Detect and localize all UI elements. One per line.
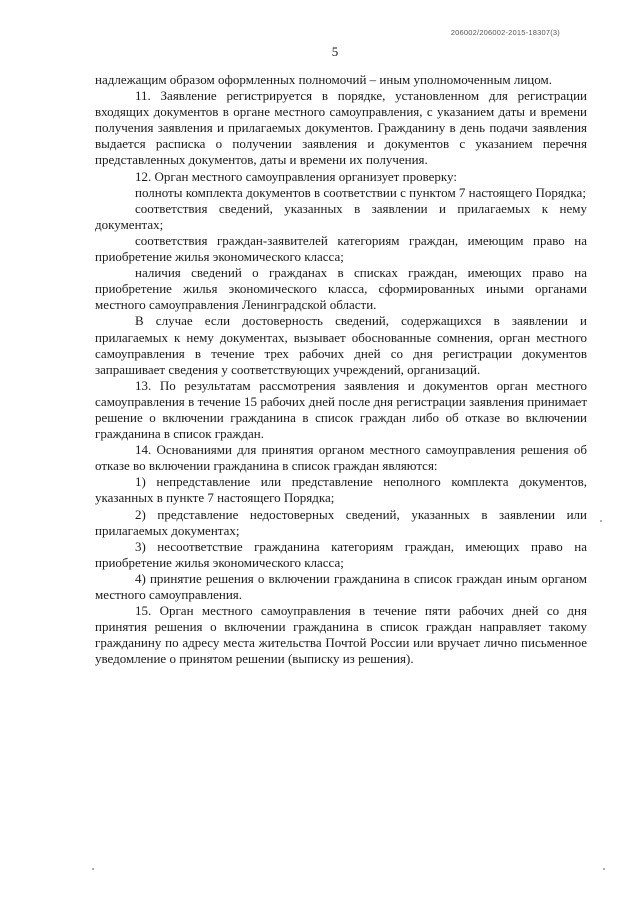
paragraph: 4) принятие решения о включении гражданина в список граждан иным органом местного самоуправления.	[95, 570, 587, 602]
paragraph: надлежащим образом оформленных полномочий – иным уполномоченным лицом.	[95, 72, 552, 87]
paragraph: 1) непредставление или представление неполного комплекта документов, указанных в пункте 7 настоящего Порядка;	[95, 474, 587, 506]
document-body	[95, 72, 587, 667]
paragraph: В случае если достоверность сведений, содержащихся в заявлении и прилагаемых к нему документах, вызывает обоснованные сомнения, орган местного самоуправления в течение трех рабочих дней со дня регистрации документов запрашивает сведения у соответствующих учреждений, организаций.	[95, 313, 587, 377]
scan-speck	[603, 868, 605, 870]
paragraph: 15. Орган местного самоуправления в течение пяти рабочих дней со дня принятия решения о включении гражданина в список граждан направляет такому гражданину по адресу места жительства Почтой России или вручает лично письменное уведомление о принятом решении (выписку из решения).	[95, 603, 587, 667]
paragraph: 13. По результатам рассмотрения заявления и документов орган местного самоуправления в течение 15 рабочих дней после дня регистрации заявления принимает решение о включении гражданина в список граждан либо об отказе во включении гражданина в список граждан.	[95, 377, 587, 442]
paragraph: 14. Основаниями для принятия органом местного самоуправления решения об отказе во включении гражданина в список граждан являются:	[95, 442, 587, 474]
paragraph: 2) представление недостоверных сведений, указанных в заявлении или прилагаемых документах;	[95, 506, 587, 538]
paragraph: соответствия граждан-заявителей категориям граждан, имеющим право на приобретение жилья экономического класса;	[95, 232, 587, 265]
paragraph: 12. Орган местного самоуправления организует проверку:	[135, 168, 457, 184]
paragraph: соответствия сведений, указанных в заявлении и прилагаемых к нему документах;	[95, 200, 587, 232]
document-id: 206002/206002-2015-18307(3)	[450, 28, 560, 37]
scan-speck	[600, 520, 602, 522]
paragraph: 3) несоответствие гражданина категориям граждан, имеющих право на приобретение жилья экономического класса;	[95, 538, 587, 570]
paragraph: 11. Заявление регистрируется в порядке, установленном для регистрации входящих документов в органе местного самоуправления, с указанием даты и времени получения заявления и прилагаемых документов. Гражданину в день подачи заявления выдается расписка о получении заявления и документов с указанием перечня представленных документов, даты и времени их получения.	[95, 88, 587, 168]
page-number: 5	[331, 44, 339, 59]
scan-speck	[92, 868, 94, 870]
paragraph: наличия сведений о гражданах в списках граждан, имеющих право на приобретение жилья экономического класса, сформированных иными органами местного самоуправления Ленинградской области.	[95, 265, 587, 313]
paragraph: полноты комплекта документов в соответствии с пунктом 7 настоящего Порядка;	[135, 184, 586, 200]
